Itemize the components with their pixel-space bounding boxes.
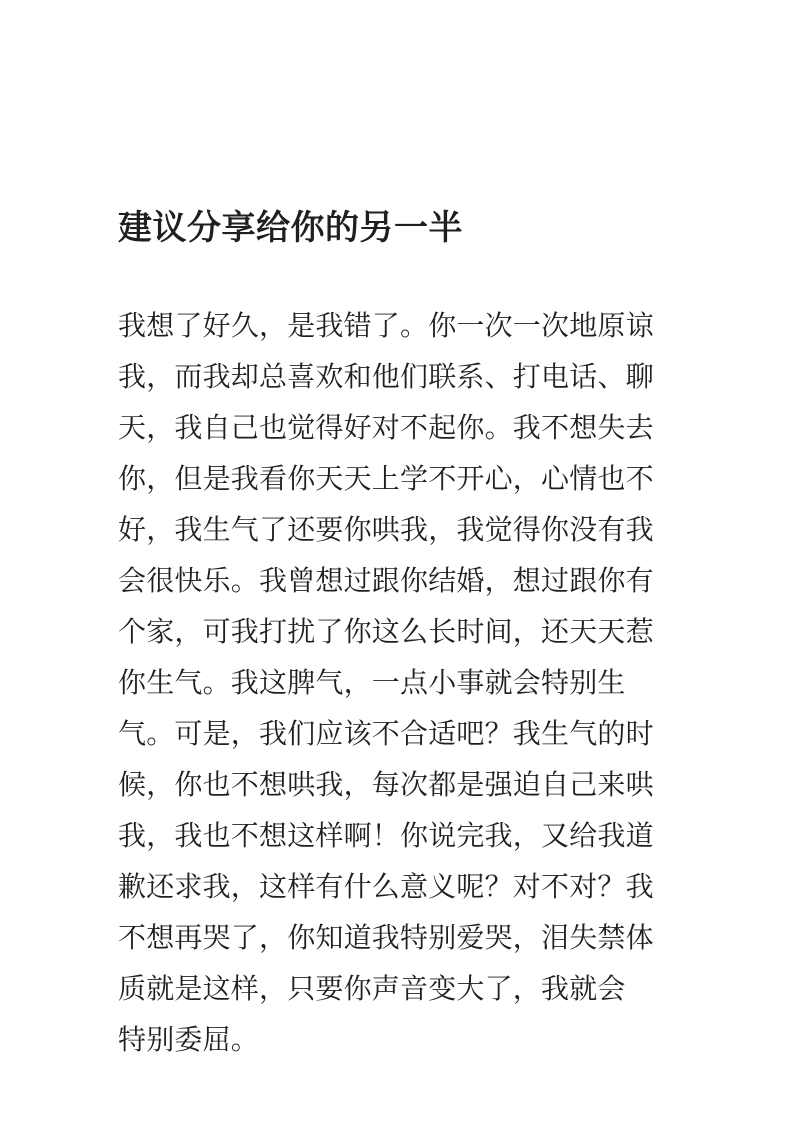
body-line: 候，你也不想哄我，每次都是强迫自己来哄 <box>118 768 654 801</box>
body-line: 质就是这样，只要你声音变大了，我就会 <box>118 972 626 1005</box>
body-line: 会很快乐。我曾想过跟你结婚，想过跟你有 <box>118 564 654 597</box>
body-line: 特别委屈。 <box>118 1023 260 1056</box>
document-title: 建议分享给你的另一半 <box>118 208 463 248</box>
body-line: 个家，可我打扰了你这么长时间，还天天惹 <box>118 615 654 648</box>
document-body <box>118 300 698 1065</box>
body-line: 歉还求我，这样有什么意义呢？对不对？我 <box>118 870 654 903</box>
body-line: 好，我生气了还要你哄我，我觉得你没有我 <box>118 513 654 546</box>
body-line: 不想再哭了，你知道我特别爱哭，泪失禁体 <box>118 921 654 954</box>
body-line: 我，而我却总喜欢和他们联系、打电话、聊 <box>118 360 654 393</box>
body-line: 你，但是我看你天天上学不开心，心情也不 <box>118 462 654 495</box>
body-line: 你生气。我这脾气，一点小事就会特别生 <box>118 666 626 699</box>
body-line: 气。可是，我们应该不合适吧？我生气的时 <box>118 717 654 750</box>
body-line: 我，我也不想这样啊！你说完我，又给我道 <box>118 819 654 852</box>
body-line: 天，我自己也觉得好对不起你。我不想失去 <box>118 411 654 444</box>
body-line: 我想了好久，是我错了。你一次一次地原谅 <box>118 309 654 342</box>
